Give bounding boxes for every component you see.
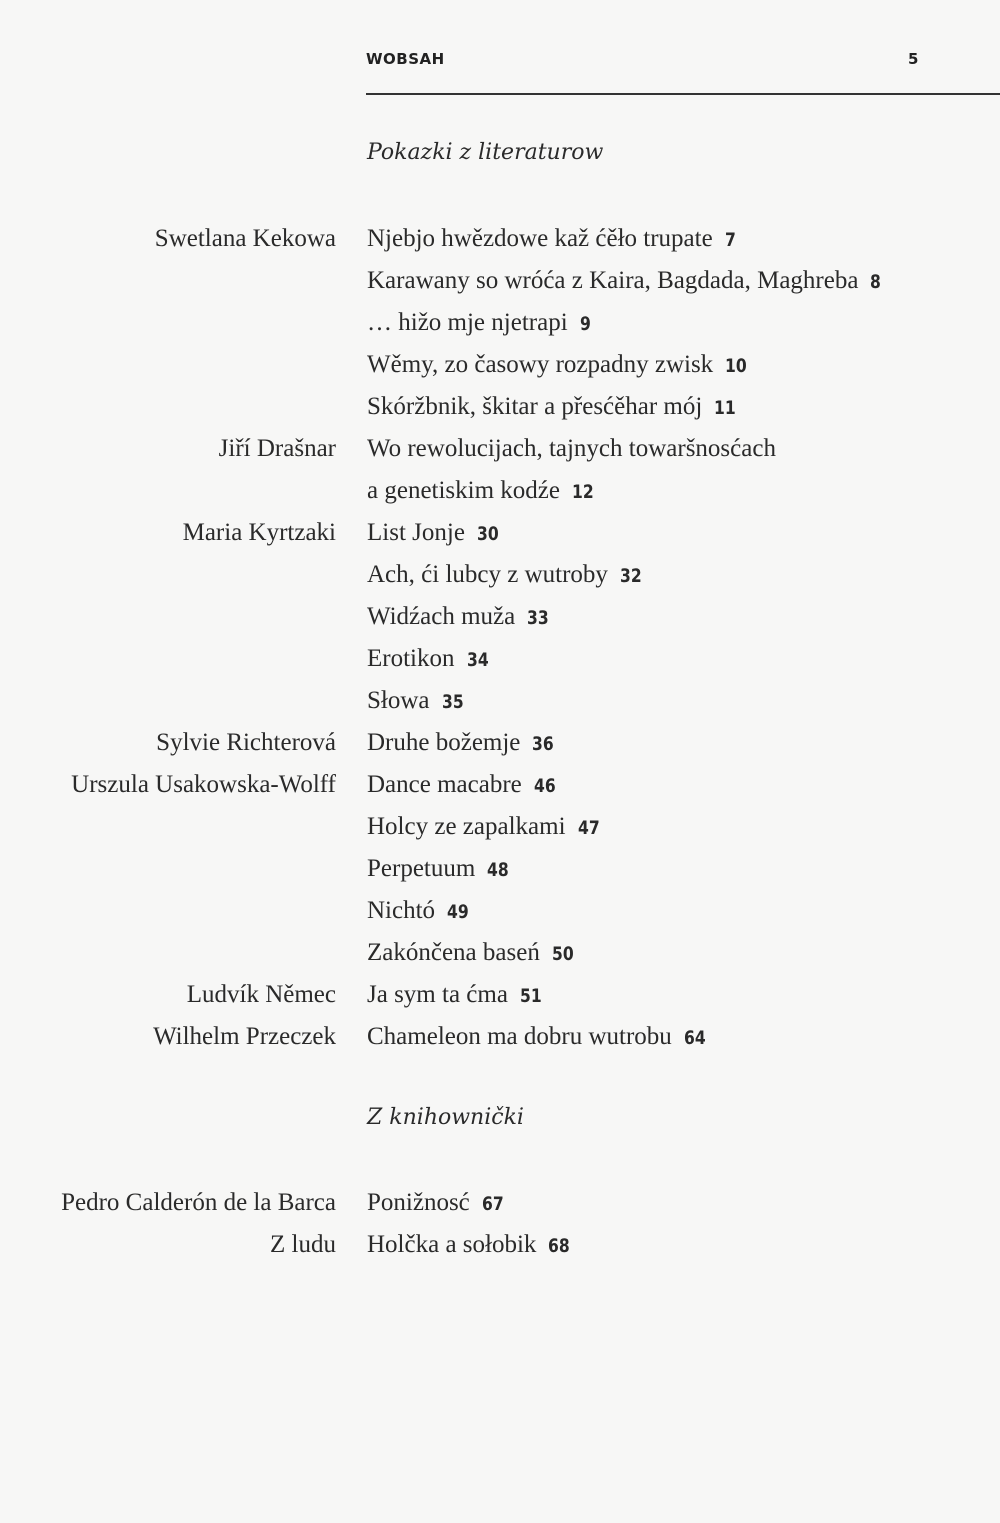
entry-title: Druhe božemje (367, 729, 521, 756)
entry-work (367, 518, 503, 549)
entry-author: Z ludu (270, 1231, 336, 1258)
entry-title: Dance macabre (367, 771, 522, 798)
entry-work (367, 896, 474, 927)
entry-author: Ludvík Němec (186, 981, 336, 1008)
entry-title: … hižo mje njetrapi (367, 309, 568, 336)
toc-entry[interactable] (0, 686, 1000, 728)
entry-work (367, 434, 788, 464)
entry-title: Ach, ći lubcy z wutroby (367, 561, 608, 588)
entry-author: Jiří Drašnar (218, 435, 336, 462)
entry-title: Nichtó (367, 897, 436, 924)
section-title: Z knihownički (367, 1105, 524, 1130)
entry-title: Widźach muža (367, 603, 516, 630)
entry-title: List Jonje (367, 519, 465, 546)
entry-page-number: 46 (533, 775, 556, 797)
entry-page-number: 49 (447, 901, 469, 923)
entry-work (367, 686, 468, 717)
toc-entry[interactable] (0, 644, 1000, 686)
entry-title: Ja sym ta ćma (367, 981, 508, 1008)
entry-page-number: 68 (548, 1235, 571, 1257)
toc-entry[interactable] (0, 854, 1000, 896)
entry-page-number: 67 (481, 1193, 504, 1215)
entry-page-number: 50 (551, 943, 574, 965)
header-title: WOBSAH (366, 50, 445, 68)
toc-entry[interactable] (0, 602, 1000, 644)
entry-work (367, 266, 884, 297)
entry-page-number: 48 (487, 859, 510, 881)
toc-entry[interactable] (0, 938, 1000, 980)
toc-entry[interactable] (0, 1188, 1000, 1230)
entry-work (367, 1022, 710, 1053)
header-page-number: 5 (908, 50, 919, 68)
entry-work (367, 350, 752, 381)
entry-page-number: 36 (532, 733, 555, 755)
entry-title: Erotikon (367, 645, 455, 672)
entry-title: Ponižnosć (367, 1189, 470, 1216)
entry-author: Urszula Usakowska-Wolff (71, 771, 336, 798)
entry-page-number: 64 (683, 1027, 706, 1049)
entry-author: Maria Kyrtzaki (182, 519, 336, 546)
entry-work (367, 854, 514, 885)
entry-work (367, 728, 559, 759)
entry-page-number: 8 (870, 271, 882, 293)
toc-entry[interactable] (0, 770, 1000, 812)
entry-title: Chameleon ma dobru wutrobu (367, 1023, 672, 1050)
entry-title: Karawany so wróća z Kaira, Bagdada, Maghreba (367, 267, 859, 294)
entry-title: Słowa (367, 687, 430, 714)
entry-work (367, 770, 560, 801)
entry-work (367, 938, 578, 969)
toc-entry[interactable] (0, 896, 1000, 938)
toc-entry[interactable] (0, 392, 1000, 434)
entry-author: Swetlana Kekowa (154, 225, 336, 252)
entry-page-number: 10 (725, 355, 747, 377)
entry-title: Wo rewolucijach, tajnych towaršnosćach (367, 435, 776, 462)
entry-title: a genetiskim kodźe (367, 477, 560, 504)
entry-title: Holcy ze zapalkami (367, 813, 566, 840)
entry-work (367, 476, 598, 507)
toc-entry[interactable] (0, 476, 1000, 518)
entry-work (367, 1230, 575, 1261)
toc-entry[interactable] (0, 560, 1000, 602)
entry-page-number: 9 (579, 313, 591, 335)
entry-title: Skóržbnik, škitar a přesćěhar mój (367, 393, 703, 420)
entry-page-number: 30 (476, 523, 499, 545)
entry-work (367, 602, 554, 633)
entry-page-number: 34 (466, 649, 489, 671)
entry-page-number: 12 (572, 481, 594, 503)
entry-work (367, 560, 646, 591)
toc-entry[interactable] (0, 728, 1000, 770)
entry-page-number: 11 (714, 397, 737, 419)
toc-entry[interactable] (0, 980, 1000, 1022)
entry-work (367, 224, 738, 255)
entry-title: Njebjo hwězdowe kaž ćěło trupate (367, 225, 713, 252)
header-divider (366, 93, 1000, 95)
entry-page-number: 51 (519, 985, 542, 1007)
entry-page-number: 32 (619, 565, 642, 587)
toc-entry[interactable] (0, 518, 1000, 560)
entry-page-number: 33 (527, 607, 549, 629)
entry-page-number: 35 (441, 691, 464, 713)
entry-page-number: 7 (724, 229, 736, 251)
entry-work (367, 308, 593, 339)
entry-work (367, 392, 741, 423)
entry-work (367, 1188, 508, 1219)
page-header (366, 48, 1000, 98)
toc-entry[interactable] (0, 350, 1000, 392)
entry-author: Wilhelm Przeczek (153, 1023, 336, 1050)
entry-title: Zakónčena baseń (367, 939, 540, 966)
entry-title: Holčka a sołobik (367, 1231, 537, 1258)
entry-author: Pedro Calderón de la Barca (61, 1189, 336, 1216)
entry-work (367, 980, 546, 1011)
entry-title: Perpetuum (367, 855, 476, 882)
toc-entry[interactable] (0, 266, 1000, 308)
entry-author: Sylvie Richterová (156, 729, 336, 756)
section-title: Pokazki z literaturow (367, 140, 604, 165)
entry-page-number: 47 (577, 817, 600, 839)
toc-entry[interactable] (0, 308, 1000, 350)
toc-entry[interactable] (0, 812, 1000, 854)
toc-entry[interactable] (0, 1230, 1000, 1272)
toc-entry[interactable] (0, 224, 1000, 266)
toc-entry[interactable] (0, 434, 1000, 476)
toc-entry[interactable] (0, 1022, 1000, 1064)
entry-title: Wěmy, zo časowy rozpadny zwisk (367, 351, 714, 378)
entry-work (367, 812, 604, 843)
entry-work (367, 644, 493, 675)
